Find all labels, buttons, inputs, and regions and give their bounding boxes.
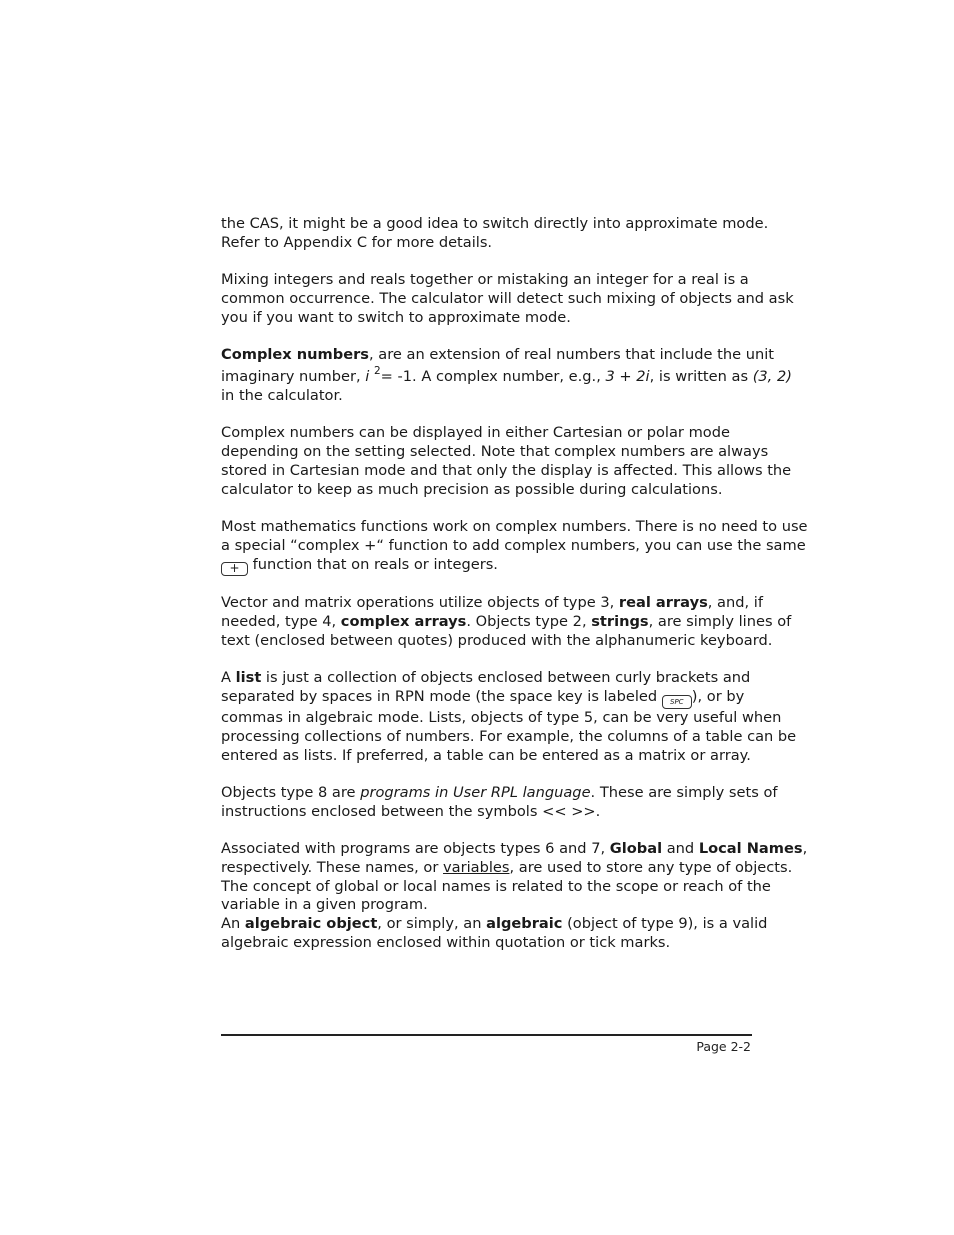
text-line: the CAS, it might be a good idea to switch directly into approximate mode. (221, 215, 769, 232)
text-line: The concept of global or local names is related to the scope or reach of the (221, 877, 771, 895)
text-line: algebraic expression enclosed within quotation or tick marks. (221, 934, 671, 952)
text-line: in the calculator. (221, 386, 343, 404)
term-programs: programs in User RPL language (360, 783, 591, 801)
paragraph-programs (221, 783, 778, 822)
text-line (221, 612, 792, 632)
text-line: common occurrence. The calculator will detect such mixing of objects and ask (221, 289, 794, 307)
text-run: Objects type 8 are (221, 783, 361, 801)
text-run: Vector and matrix operations utilize objects of type 3, (221, 594, 619, 612)
text-run: and (662, 840, 699, 858)
paragraph-lists (221, 669, 797, 765)
text-line (221, 556, 753, 576)
text-run: (object of type 9), is a valid (562, 915, 768, 933)
text-run: is just a collection of objects enclosed between curly brackets and (261, 669, 751, 687)
text-line: instructions enclosed between the symbols << >>. (221, 802, 601, 820)
text-run: respectively. These names, or (221, 858, 444, 876)
page-body (221, 215, 808, 953)
text-run: , (802, 840, 808, 858)
paragraph-complex-display (221, 424, 792, 499)
text-run: . Objects type 2, (466, 612, 592, 630)
text-line (221, 669, 753, 688)
term-strings: strings (591, 612, 649, 630)
text-run: ), or by (691, 687, 745, 705)
text-line: Most mathematics functions work on complex numbers. There is no need to use (221, 517, 808, 535)
term-global: Global (609, 840, 663, 858)
text-line (221, 594, 763, 613)
text-line (221, 858, 793, 878)
text-line: variable in a given program. (221, 896, 428, 914)
paragraph-names-algebraics (221, 840, 808, 953)
text-line: you if you want to switch to approximate mode. (221, 308, 571, 326)
term-algebraic-object: algebraic object (244, 915, 378, 933)
paragraph-cas-approximate (221, 215, 769, 253)
term-variables: variables (443, 858, 510, 876)
term-local-names: Local Names (698, 840, 803, 858)
text-line (221, 346, 774, 365)
superscript-exponent: 2 (373, 364, 381, 377)
text-line: entered as lists. If preferred, a table can be entered as a matrix or array. (221, 746, 751, 764)
paragraph-mixing-integers (221, 271, 794, 327)
paragraph-math-functions (221, 517, 808, 576)
complex-example: 3 + 2i (605, 367, 650, 385)
text-line (221, 840, 808, 859)
text-line: Refer to Appendix C for more details. (221, 233, 493, 251)
text-run: needed, type 4, (221, 612, 341, 630)
plus-key-icon: + (221, 562, 248, 576)
text-line: stored in Cartesian mode and that only the display is affected. This allows the (221, 461, 792, 479)
term-complex-arrays: complex arrays (340, 612, 467, 630)
footer-rule (221, 1034, 752, 1036)
text-run: , or simply, an (377, 915, 487, 933)
term-complex-numbers: Complex numbers (221, 346, 369, 364)
text-line (221, 364, 792, 387)
text-run: , are used to store any type of objects. (509, 858, 793, 876)
text-run: function that on reals or integers. (248, 555, 498, 573)
text-line: text (enclosed between quotes) produced with the alphanumeric keyboard. (221, 631, 773, 649)
text-run: An (221, 915, 245, 933)
text-run: , are an extension of real numbers that include the unit (369, 346, 774, 364)
space-key-icon: SPC (662, 695, 692, 709)
text-run: = -1. A complex number, e.g., (380, 367, 606, 385)
text-run: , and, if (707, 594, 763, 612)
text-run: A (221, 669, 236, 687)
text-run: . These are simply sets of (590, 783, 778, 801)
complex-pair: (3, 2) (752, 367, 792, 385)
text-run: imaginary number, (221, 367, 366, 385)
text-line: depending on the setting selected. Note that complex numbers are always (221, 442, 769, 460)
term-algebraic: algebraic (486, 915, 563, 933)
text-line: Mixing integers and reals together or mistaking an integer for a real is a (221, 271, 749, 289)
text-run: Associated with programs are objects types 6 and 7, (221, 840, 610, 858)
paragraph-complex-numbers (221, 346, 792, 405)
term-real-arrays: real arrays (618, 594, 708, 612)
text-run: separated by spaces in RPN mode (the space key is labeled (221, 687, 662, 705)
text-line (221, 688, 753, 709)
text-line (221, 783, 778, 803)
text-line (221, 915, 768, 934)
imaginary-unit: i (365, 367, 370, 385)
page-number: Page 2-2 (696, 1039, 751, 1054)
paragraph-arrays-strings (221, 594, 792, 650)
text-line: a special “complex +“ function to add complex numbers, you can use the same (221, 536, 806, 554)
text-line: calculator to keep as much precision as possible during calculations. (221, 480, 723, 498)
text-line: processing collections of numbers. For example, the columns of a table can be (221, 727, 797, 745)
text-run: , is written as (649, 367, 753, 385)
text-line: commas in algebraic mode. Lists, objects of type 5, can be very useful when (221, 708, 782, 726)
term-list: list (235, 669, 262, 687)
text-line: Complex numbers can be displayed in either Cartesian or polar mode (221, 424, 730, 442)
text-run: , are simply lines of (648, 612, 792, 630)
